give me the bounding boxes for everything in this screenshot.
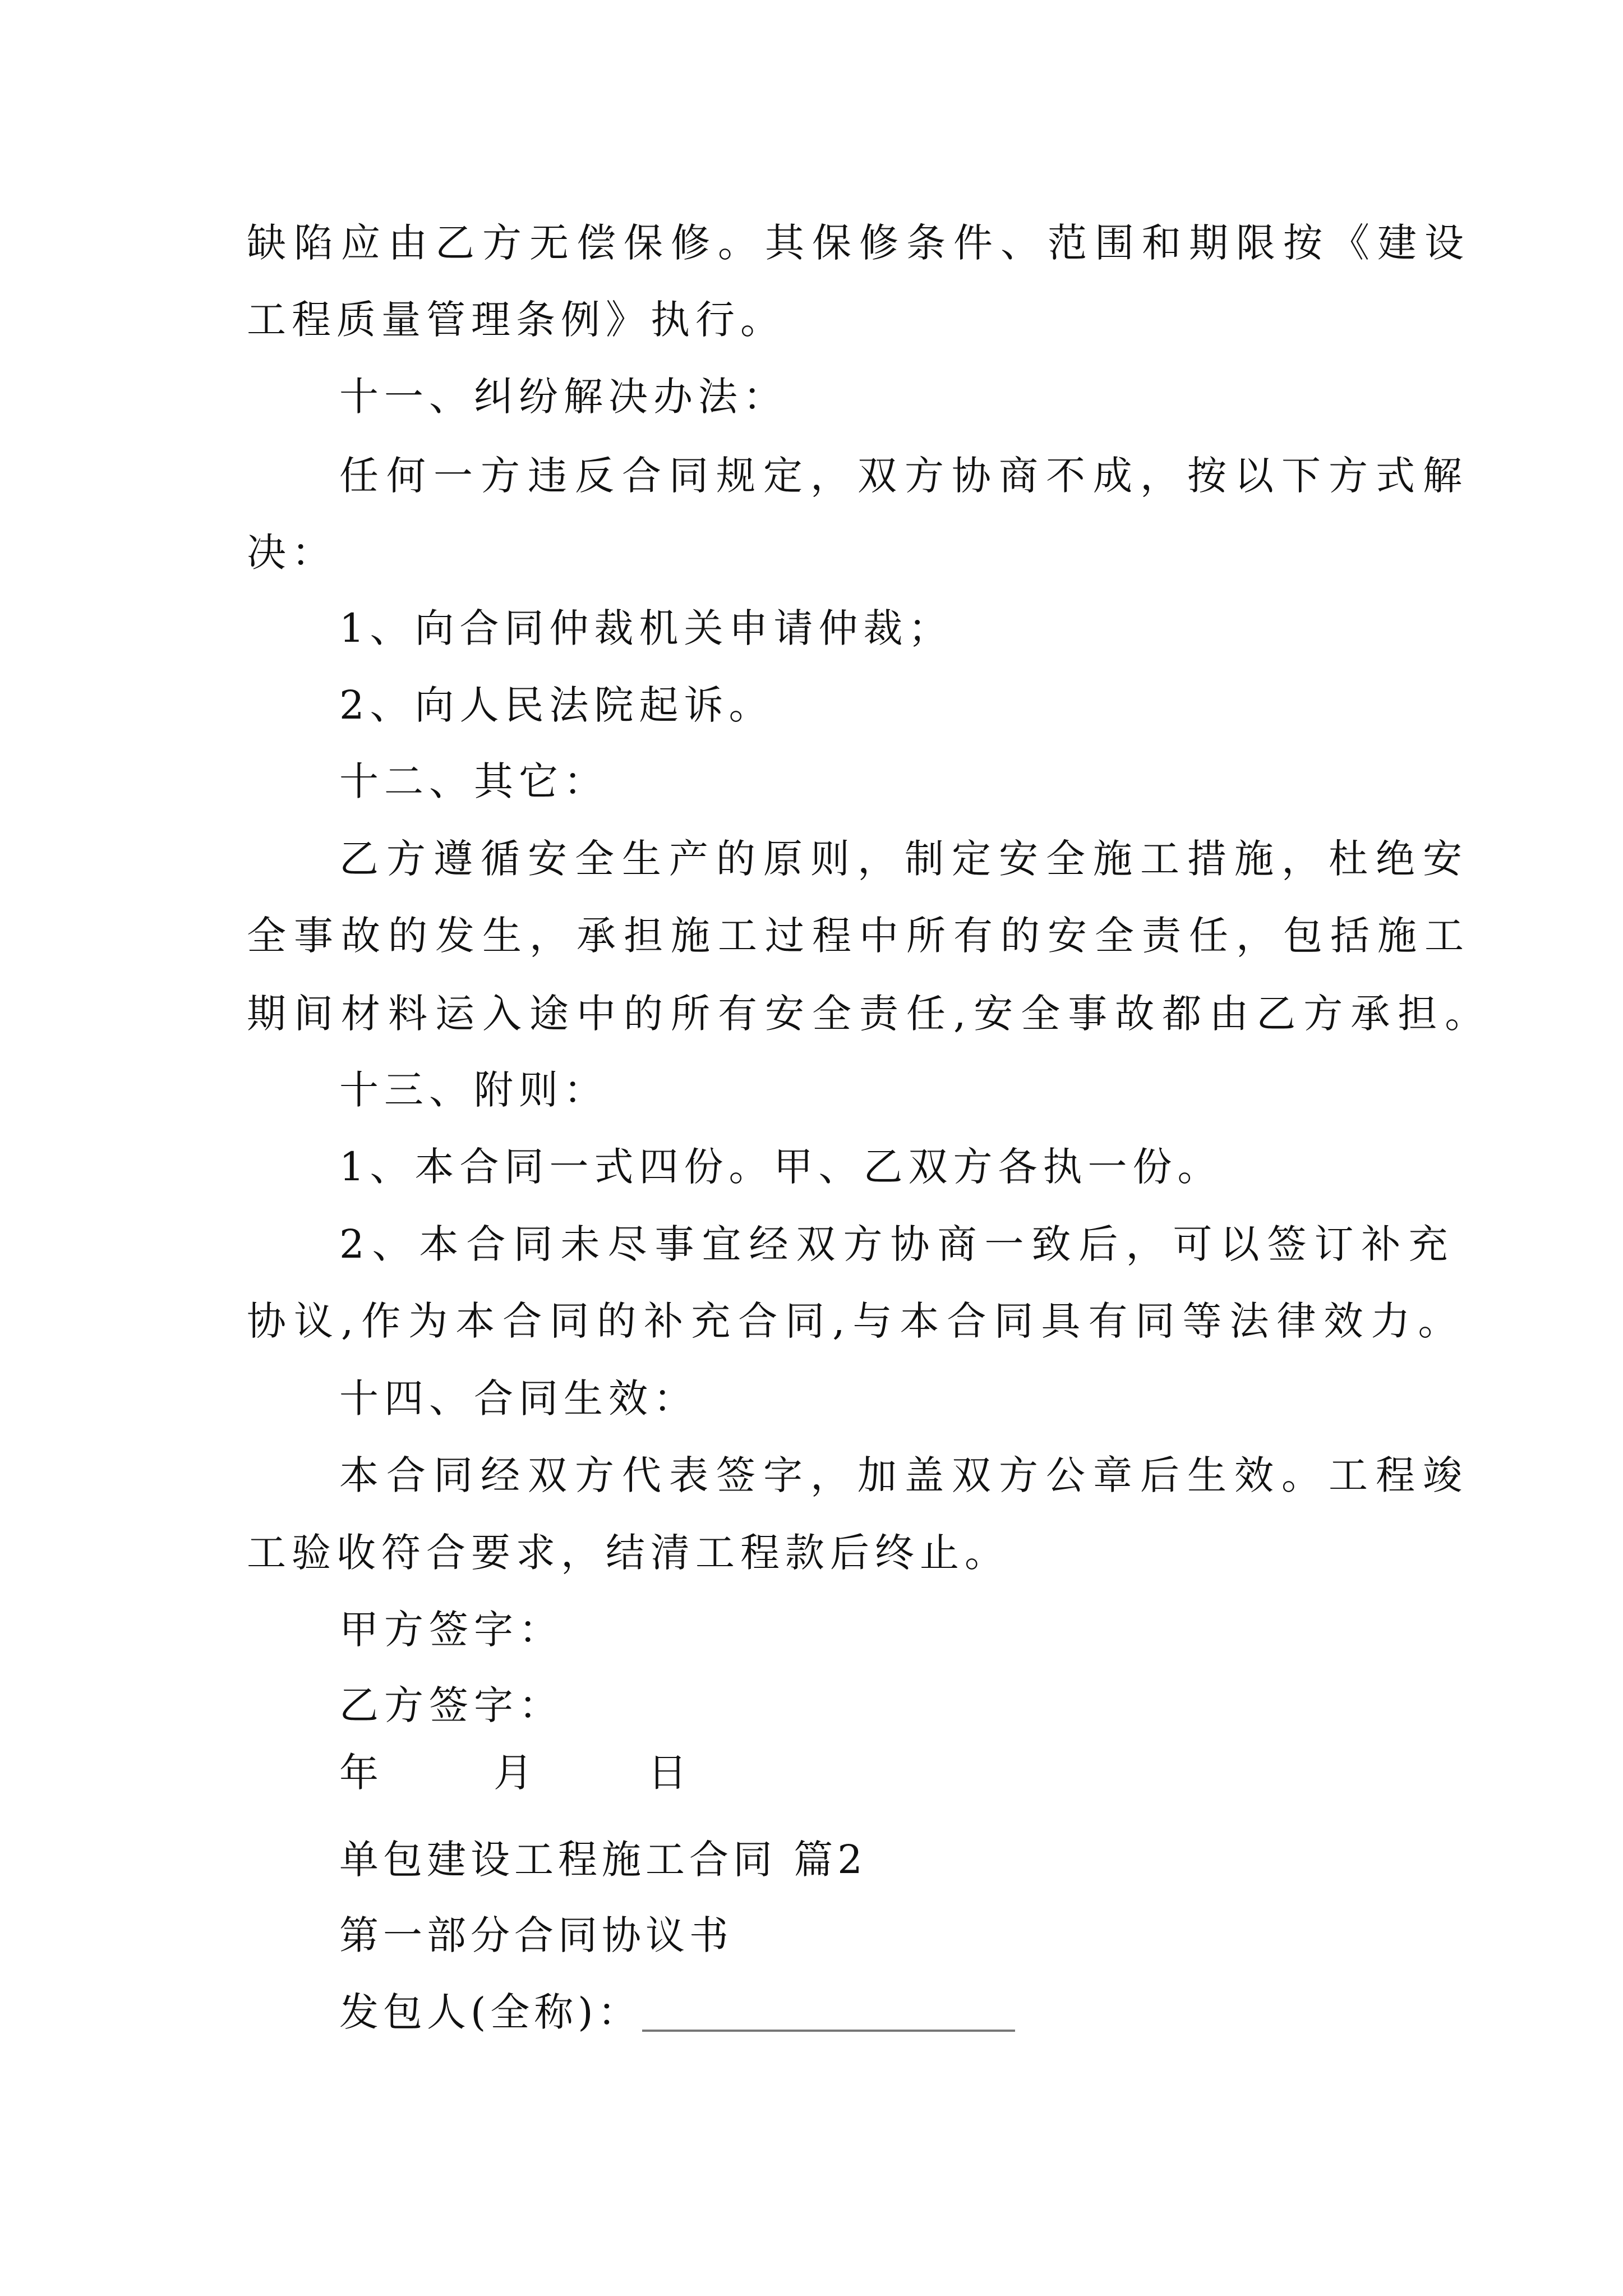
section-heading: 十三、附则： xyxy=(339,1067,608,1113)
paragraph-line: 协议,作为本合同的补充合同,与本合同具有同等法律效力。 xyxy=(247,1298,1465,1344)
paragraph-line: 缺陷应由乙方无偿保修。其保修条件、范围和期限按《建设 xyxy=(247,220,1472,266)
section-title: 单包建设工程施工合同 篇2 xyxy=(339,1837,867,1883)
list-item: 1、向合同仲裁机关申请仲裁； xyxy=(339,605,953,651)
section-heading: 十四、合同生效： xyxy=(339,1375,698,1421)
list-item: 2、向人民法院起诉。 xyxy=(339,682,774,728)
date-year: 年 xyxy=(339,1750,379,1796)
date-day: 日 xyxy=(648,1750,687,1796)
issuer-label: 发包人(全称)： xyxy=(339,1989,642,2035)
signature-label-party-b: 乙方签字： xyxy=(339,1682,564,1728)
list-item: 2、本合同未尽事宜经双方协商一致后，可以签订补充 xyxy=(339,1221,1456,1267)
part-title: 第一部分合同协议书 xyxy=(339,1912,733,1958)
paragraph-line: 工程质量管理条例》执行。 xyxy=(247,297,785,343)
paragraph-line: 全事故的发生，承担施工过程中所有的安全责任，包括施工 xyxy=(247,913,1472,959)
paragraph-line: 任何一方违反合同规定，双方协商不成，按以下方式解 xyxy=(339,453,1470,499)
section-heading: 十一、纠纷解决办法： xyxy=(339,374,788,420)
signature-label-party-a: 甲方签字： xyxy=(339,1607,564,1653)
paragraph-line: 决： xyxy=(247,530,336,576)
section-heading: 十二、其它： xyxy=(339,758,608,804)
issuer-fill-line xyxy=(642,2030,1015,2032)
paragraph-line: 工验收符合要求，结清工程款后终止。 xyxy=(247,1530,1009,1576)
paragraph-line: 本合同经双方代表签字，加盖双方公章后生效。工程竣 xyxy=(339,1452,1470,1498)
paragraph-line: 期间材料运入途中的所有安全责任,安全事故都由乙方承担。 xyxy=(247,991,1492,1037)
date-row xyxy=(339,1750,687,1798)
list-item: 1、本合同一式四份。甲、乙双方各执一份。 xyxy=(339,1144,1223,1190)
paragraph-line: 乙方遵循安全生产的原则，制定安全施工措施，杜绝安 xyxy=(339,836,1470,882)
date-month: 月 xyxy=(494,1750,533,1796)
